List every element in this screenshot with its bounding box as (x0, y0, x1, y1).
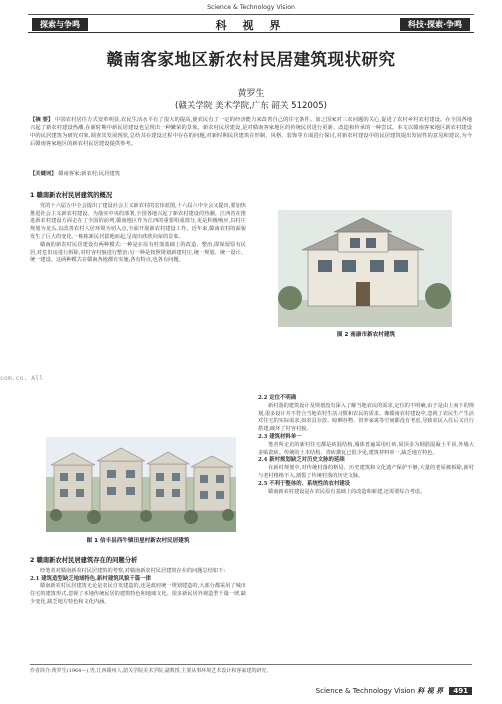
author-footnote: 作者简介:黄罗生(1964—),男,江西赣州人,韶关学院美术学院,副教授,主要从事环境艺术设计和客家建筑研究。 (30, 668, 272, 674)
section-2-3-paragraph: 笔者所走访的新村住宅都是砖混结构,墙体普遍采用红砖,屋顶多为钢筋混凝土平顶,外墙大多贴瓷砖。传统的土木结构、青砖黛瓦已很少见,建筑材料单一,缺乏地方特色。 (258, 441, 474, 456)
figure-1-caption: 图 1 信丰县西牛镇田星村新农村民居建筑 (86, 538, 190, 544)
author-affiliation: (赣关学院 美术学院,广东 韶关 512005) (175, 101, 327, 111)
abstract-label: 【摘 要】 (30, 117, 54, 123)
section-2-paragraph-1: 经笔者对赣南新农村民居建筑的考察,对赣南新农村民居建筑存在的问题总结如下: (40, 567, 225, 574)
keywords-label: 【关键词】 (30, 171, 57, 177)
section-2-1-heading: 2.1 建筑造型缺乏地域特色,新村建筑风貌千篇一律 (30, 575, 151, 582)
left-column-top (30, 190, 246, 265)
running-header (28, 16, 474, 33)
left-column-bottom (30, 555, 246, 607)
section-1-paragraph-2: 赣南的新农村民居建设有两种模式:一种是在原有村落基础上的改造、整治,即保留原有民居,对危旧房进行拆除,对村容村貌进行整治;另一种是按照规划新建村庄,统一规划、统一设计、统一建设。这两种模式在赣南各地都有实施,各有特点,也各有问题。 (30, 241, 246, 264)
section-2-3-heading: 2.3 建筑材料单一 (258, 433, 302, 440)
side-watermark-text: com.cn. All (0, 374, 44, 382)
top-rule (28, 14, 474, 15)
paper-title: 赣南客家地区新农村民居建筑现状研究 (106, 50, 396, 69)
section-2-4-paragraph: 在新村规划中,对传统村落的格局、历史建筑和文化遗产保护不够,大量的老屋被拆除,新村与老村格格不入,割裂了传统村落的历史文脉。 (258, 465, 474, 479)
section-2-heading: 2 赣南新农村民居建筑存在的问题分析 (30, 557, 138, 564)
keywords-text: 赣南客家;新农村;民居建筑 (58, 171, 121, 177)
author-name: 黄罗生 (237, 89, 265, 99)
section-1-paragraph-1: 党的十六届五中全会提出了建设社会主义新农村的宏伟蓝图,十六届六中全会又提出,要加快推进社会主义新农村建设。为落实中央的部署,全国各地兴起了新农村建设的热潮。江西省在推进新农村建设方面走在了全国的前列,赣南地区作为江西的重要组成部分,更是积极响应,以村庄规划为龙头,以改善农村人居环境为切入点,全面开展新农村建设工作。近年来,赣南农村的面貌发生了巨大的变化,一栋栋新民居拔地而起,呈现出欣欣向荣的景象。 (30, 202, 246, 240)
section-2-5-paragraph: 赣南新农村建设是在农民原有基础上的改造和新建,还需要综合考虑。 (268, 488, 426, 495)
header-left-tag: 探索与争鸣 (32, 18, 88, 31)
section-2-4-heading: 2.4 新村规划缺乏对历史文脉的延续 (258, 457, 345, 464)
keywords (30, 169, 472, 177)
abstract (30, 116, 472, 148)
page-footer (316, 686, 472, 696)
section-2-5-heading: 2.5 不利于整体的、系统性的农村建设 (258, 480, 351, 487)
footer-journal-cn: 科 视 界 (417, 687, 444, 695)
page-number: 491 (449, 687, 472, 695)
figure-2-caption: 图 2 南康市新农村建筑 (336, 332, 396, 338)
figure-2-photo (278, 210, 452, 327)
villa-illustration (278, 210, 452, 327)
header-journal-name: 科 视 界 (215, 19, 287, 32)
header-right-tag: 科技·探索·争鸣 (400, 18, 470, 31)
section-2-1-paragraph: 赣南新农村民居建筑无论是农民自发建造的,还是政府统一规划建造的,大部分都采用了城市住宅的建筑形式,忽视了本地传统民居的建筑特色和地域文化。很多新民居外观造型千篇一律,缺少变化,缺乏地方特色和文化内涵。 (30, 583, 246, 605)
right-column-bottom (258, 395, 474, 496)
village-houses-illustration (46, 437, 236, 532)
journal-english-name: Science & Technology Vision (207, 4, 295, 11)
section-2-2-heading: 2.2 定位不明确 (258, 395, 297, 401)
section-1-heading: 1 赣南新农村民居建筑的概况 (30, 192, 113, 199)
footer-journal-en: Science & Technology Vision (315, 687, 416, 695)
footnote-rule (30, 664, 472, 665)
figure-1-photo (46, 437, 236, 532)
section-2-2-paragraph: 新村落的建筑设计及规划没有深入了解当地农民的需求,定位的不明确,由于是由上而下的规划,很多设计并不符合当地农村生活习惯和农民的需求。像赣南农村建设中,忽视了农民生产生活对住宅的实际需求,如农具存放、晾晒谷物、饲养家禽等空间都没有考虑,导致农民入住后又自行搭建,破坏了村容村貌。 (258, 402, 474, 433)
abstract-text: 中国农村居住方式变革明显,农民生活水平有了很大的提高,使农民有了一定的经济能力来改善自己的住宅条件。加之国家对三农问题的关心,促进了农村乡村农村建设。在全国各地兴起了新农村建设热潮,在新时期中新民居建设也呈现出一种繁荣的景象。新农村民居建设,是对赣南客家地区的传统民居进行更新、改造和传承的一种尝试。本文以赣南客家地区新农村建设中的民居建筑为研究对象,调查其发展现状,总结其在建设过程中存在的问题,对新时期民居建筑在形制、风格、装饰等方面进行探讨,对新农村建设中的民居建筑提出发展性的意见和建议,为今后赣南客家地区的新农村民居建设提供参考。 (30, 117, 473, 147)
